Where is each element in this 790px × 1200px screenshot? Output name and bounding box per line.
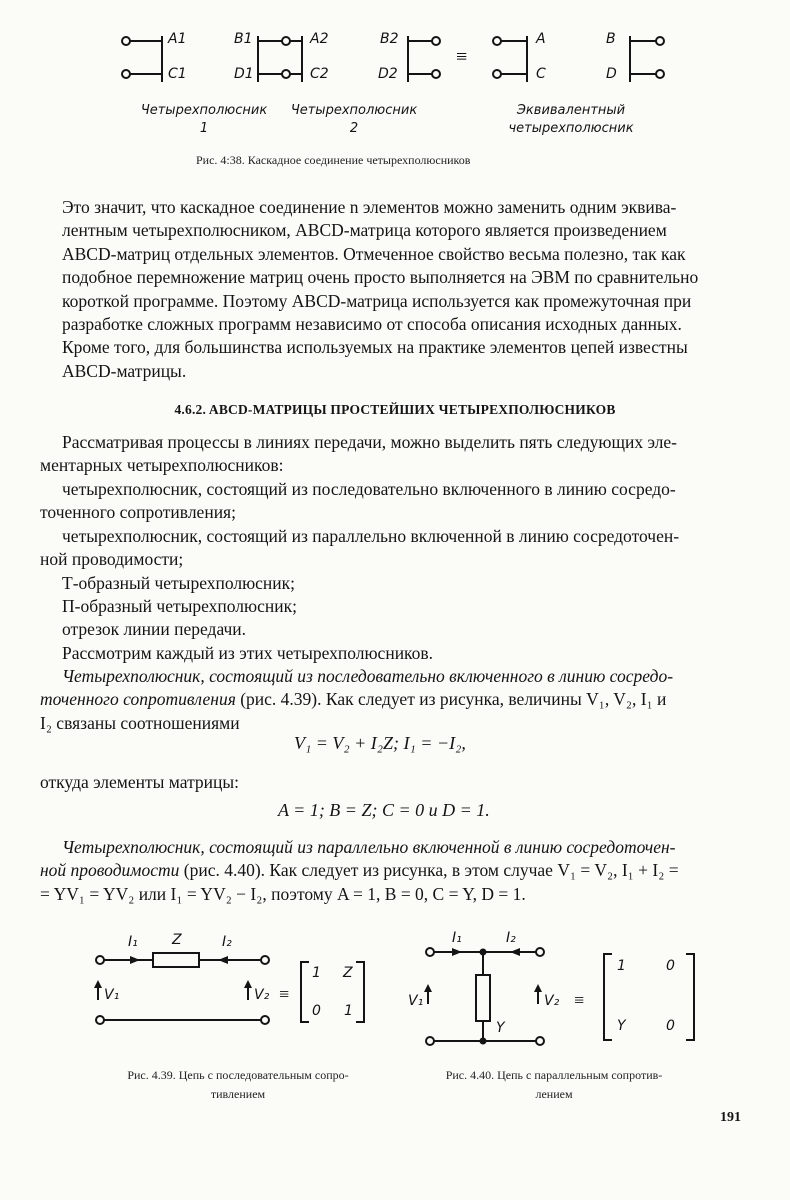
equation-series-matrix: A = 1; B = Z; C = 0 и D = 1.	[278, 800, 490, 820]
label-d2: D2	[378, 66, 398, 82]
two-port-1	[122, 36, 290, 82]
parallel-line-2-rest: (рис. 4.40). Как следует из рисунка, в этом случае V₁ = V₂, I₁ + I₂ =	[179, 860, 679, 881]
fig439-caption-line2: тивлением	[210, 1087, 266, 1101]
label-block-2	[284, 102, 424, 138]
series-line-1: Четырехполюсник, состоящий из последовательно включенного в линию сосредо-	[62, 666, 674, 686]
parallel-line-2-italic: ной проводимости	[40, 860, 180, 881]
label-equivalent-line1: Эквивалентный	[516, 103, 626, 118]
fig440-label-y: Y	[496, 1020, 505, 1036]
fig439-label-i2: I₂	[222, 934, 232, 950]
figure-caption-4-38: Рис. 4:38. Каскадное соединение четырехполюсников	[196, 153, 471, 167]
para1-line-7: Кроме того, для большинства используемых на практике элементов цепей известны	[62, 337, 688, 358]
list-item-3: Т-образный четырехполюсник;	[62, 572, 296, 593]
fig439-matrix-b: Z	[343, 965, 353, 981]
series-line-2-italic: точенного сопротивления	[40, 689, 236, 710]
list-intro-line-1: Рассматривая процессы в линиях передачи, можно выделить пять следующих эле-	[62, 432, 677, 452]
fig439-matrix-d: 1	[344, 1003, 353, 1019]
fig440-label-v2: V₂	[544, 993, 560, 1009]
list-item-1-line-2: точенного сопротивления;	[40, 502, 236, 523]
series-line-2-rest: (рис. 4.39). Как следует из рисунка, величины V₁, V₂, I₁ и	[235, 689, 667, 710]
list-intro	[40, 431, 754, 478]
list-intro-line-2: ментарных четырехполюсников:	[40, 455, 284, 476]
parallel-line-1: Четырехполюсник, состоящий из параллельно включенной в линию сосредоточен-	[62, 837, 676, 857]
fig440-label-i2: I₂	[506, 930, 516, 946]
label-a2: A2	[310, 31, 329, 47]
para1-line-5: короткой программе. Поэтому ABCD-матрица используется как промежуточная при	[62, 290, 692, 311]
figure-caption-4-39	[88, 1066, 388, 1104]
label-block-2-line2: 2	[349, 121, 359, 136]
fig439-caption-line1: Рис. 4.39. Цепь с последовательным сопро-	[127, 1068, 349, 1082]
label-block-2-line1: Четырехполюсник	[290, 103, 418, 118]
label-c2: C2	[310, 66, 329, 82]
para1-line-4: подобное перемножение матриц очень просто выполняется на ЭВМ по сравнительно	[62, 267, 699, 288]
fig440-matrix-c: Y	[617, 1018, 626, 1034]
label-block-equivalent	[496, 102, 646, 138]
fig440-label-v1: V₁	[408, 993, 424, 1009]
fig439-matrix-a: 1	[312, 965, 321, 981]
figure-caption-4-40	[404, 1066, 704, 1104]
label-c1: C1	[168, 66, 187, 82]
fig440-label-i1: I₁	[452, 930, 462, 946]
paragraph-cascade	[62, 196, 754, 383]
fig440-matrix-a: 1	[617, 958, 626, 974]
equation-series-relations: V₁ = V₂ + I₂Z; I₁ = −I₂,	[294, 733, 466, 753]
series-circuit	[94, 953, 364, 1024]
fig440-matrix-d: 0	[666, 1018, 675, 1034]
parallel-line-3: = YV₁ = YV₂ или I₁ = YV₂ − I₂, поэтому A = 1, B = 0, C = Y, D = 1.	[40, 883, 526, 904]
label-block-1	[134, 102, 274, 138]
equivalence-sign: ≡	[456, 46, 468, 68]
list-item-1-line-1: четырехполюсник, состоящий из последовательно включенного в линию сосредо-	[62, 479, 676, 499]
page-number: 191	[720, 1110, 741, 1125]
label-d1: D1	[234, 66, 254, 82]
para1-line-8: ABCD-матрицы.	[62, 360, 187, 381]
series-line-3: I₂ связаны соотношениями	[40, 712, 240, 733]
paragraph-whence	[40, 771, 754, 794]
fig439-label-z: Z	[172, 932, 182, 948]
list-item-2-line-1: четырехполюсник, состоящий из параллельно включенной в линию сосредоточен-	[62, 525, 680, 546]
fig439-matrix-c: 0	[312, 1003, 321, 1019]
fig440-equivalence-sign: ≡	[574, 990, 585, 1010]
list-item-5: отрезок линии передачи.	[62, 619, 247, 640]
section-heading: 4.6.2. ABCD-МАТРИЦЫ ПРОСТЕЙШИХ ЧЕТЫРЕХПОЛЮСНИКОВ	[174, 402, 616, 417]
label-c: C	[536, 66, 546, 82]
fig439-label-v1: V₁	[104, 987, 120, 1003]
label-d: D	[606, 66, 617, 82]
label-b: B	[606, 31, 616, 47]
para1-line-2: лентным четырехполюсником, ABCD-матрица которого является произведением	[62, 220, 667, 241]
list-item-2-line-2: ной проводимости;	[40, 549, 184, 570]
label-a: A	[536, 31, 546, 47]
fig440-caption-line1: Рис. 4.40. Цепь с параллельным сопротив-	[445, 1068, 663, 1082]
label-b1: B1	[234, 31, 253, 47]
fig439-equivalence-sign: ≡	[279, 984, 290, 1004]
fig439-label-v2: V₂	[254, 987, 270, 1003]
fig440-caption-line2: лением	[535, 1087, 573, 1101]
label-block-1-line2: 1	[199, 121, 209, 136]
paragraph-series	[40, 665, 754, 735]
label-block-1-line1: Четырехполюсник	[140, 103, 268, 118]
para1-line-1: Это значит, что каскадное соединение n элементов можно заменить одним эквива-	[62, 197, 677, 217]
elementary-list	[40, 478, 754, 665]
two-port-equivalent	[493, 36, 664, 82]
list-item-4: П-образный четырехполюсник;	[62, 596, 297, 617]
label-b2: B2	[380, 31, 399, 47]
para1-line-6: разработке сложных программ независимо от способа описания исходных данных.	[62, 314, 682, 335]
consider-line: Рассмотрим каждый из этих четырехполюсников.	[62, 642, 434, 663]
fig440-matrix-b: 0	[666, 958, 675, 974]
label-equivalent-line2: четырехполюсник	[508, 121, 634, 136]
whence-line: откуда элементы матрицы:	[40, 772, 240, 792]
para1-line-3: ABCD-матриц отдельных элементов. Отмеченное свойство весьма полезно, так как	[62, 243, 686, 264]
label-a1: A1	[168, 31, 187, 47]
fig439-label-i1: I₁	[128, 934, 138, 950]
paragraph-parallel	[40, 836, 754, 906]
